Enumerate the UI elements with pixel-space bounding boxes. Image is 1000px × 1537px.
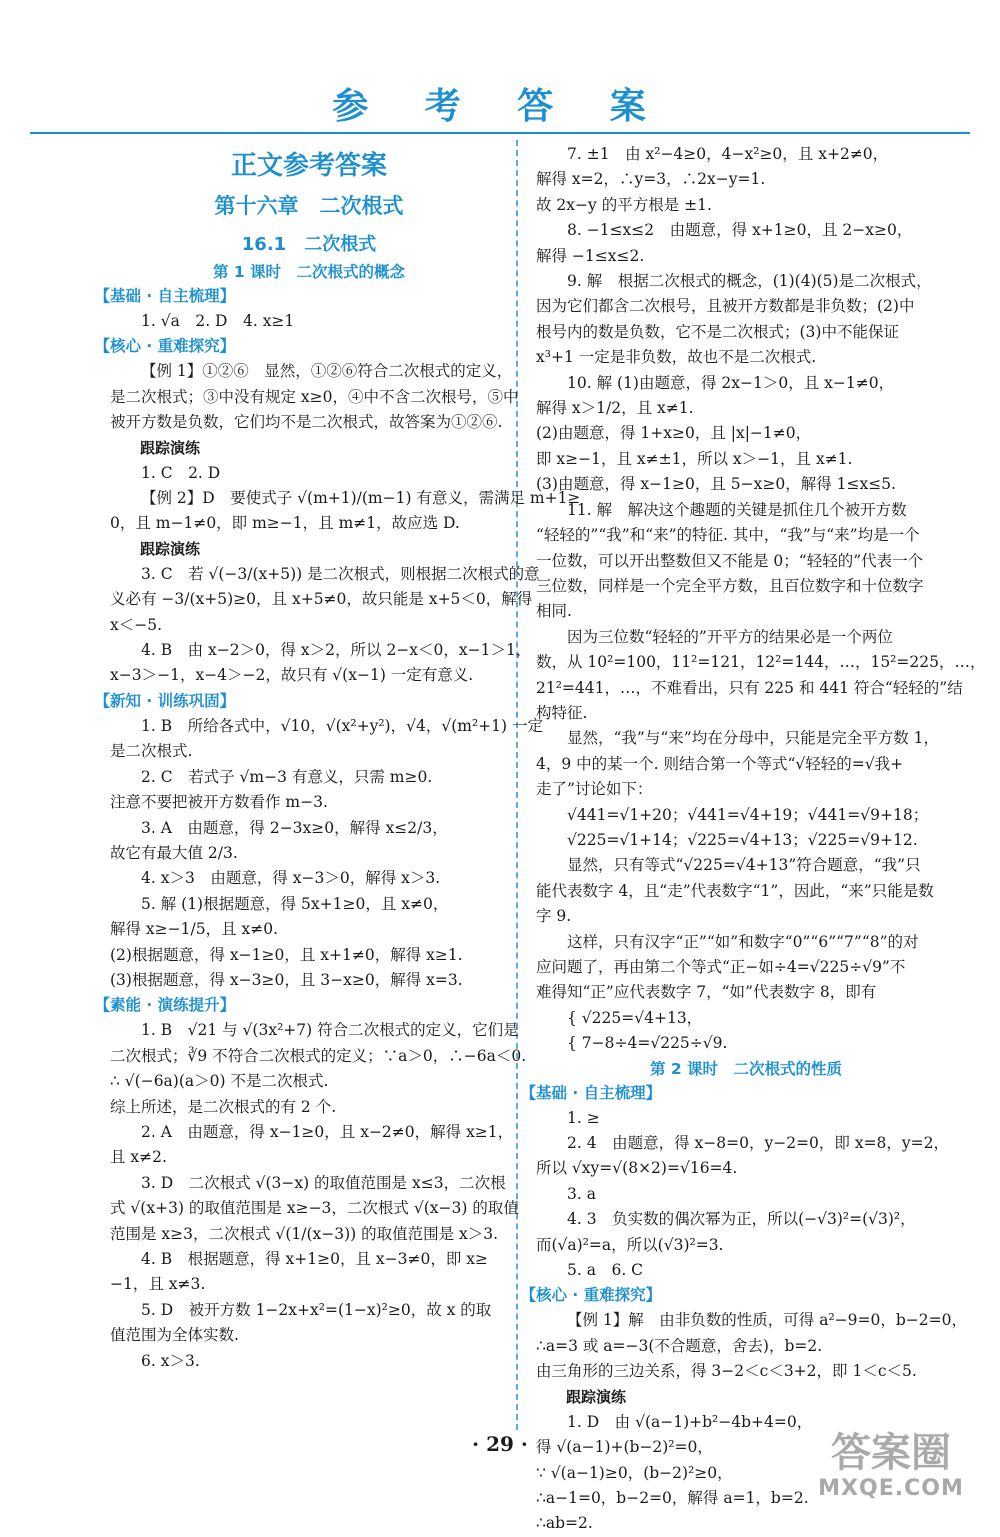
text-line: 显然，只有等式“√225=√4+13”符合题意，“我”只 xyxy=(567,856,921,875)
text-line: 根号内的数是负数，它不是二次根式；(3)中不能保证 xyxy=(536,322,899,341)
section-heading: 【素能 · 演练提升】 xyxy=(94,996,236,1015)
text-line: 难得知“正”应代表数字 7，“如”代表数字 8，即有 xyxy=(536,983,877,1002)
text-line: x−3＞−1，x−4＞−2，故只有 √(x−1) 一定有意义. xyxy=(110,666,474,685)
section-heading: 【核心 · 重难探究】 xyxy=(94,337,236,356)
text-line: 因为它们都含二次根号，且被开方数都是非负数；(2)中 xyxy=(536,297,915,316)
text-line: 即 x≥−1，且 x≠±1，所以 x＞−1，且 x≠1. xyxy=(536,449,853,468)
text-line: 1. ≥ xyxy=(567,1108,600,1127)
text-line: ∴a=3 或 a=−3(不合题意，舍去)，b=2. xyxy=(536,1336,823,1355)
page-number: · 29 · xyxy=(472,1432,528,1456)
text-line: 4. 3 负实数的偶次幂为正，所以(−√3)²=(√3)²， xyxy=(567,1210,916,1229)
text-line: √225=√1+14；√225=√4+13；√225=√9+12. xyxy=(567,830,918,849)
text-line: ∴a−1=0，b−2=0，解得 a=1，b=2. xyxy=(536,1488,809,1507)
text-line: 5. a 6. C xyxy=(567,1261,644,1280)
section-heading: 第 2 课时 二次根式的性质 xyxy=(649,1059,843,1078)
text-line: 1. B 所给各式中，√10，√(x²+y²)，√4，√(m²+1) 一定 xyxy=(141,716,543,735)
text-line: 3. C 若 √(−3/(x+5)) 是二次根式，则根据二次根式的意 xyxy=(141,564,540,583)
section-heading: 【基础 · 自主梳理】 xyxy=(94,287,236,305)
text-line: 三位数，同样是一个完全平方数，且百位数字和十位数字 xyxy=(536,576,924,595)
text-line: 而(√a)²=a，所以(√3)²=3. xyxy=(536,1235,724,1254)
text-line: −1，且 x≠3. xyxy=(110,1275,206,1294)
text-line: 且 x≠2. xyxy=(110,1148,167,1167)
text-line: 4. B 根据题意，得 x+1≥0，且 x−3≠0，即 x≥ xyxy=(141,1250,488,1268)
text-line: 解得 x＞1/2，且 x≠1. xyxy=(536,399,694,418)
text-line: 3. D 二次根式 √(3−x) 的取值范围是 x≤3，二次根 xyxy=(141,1173,506,1192)
text-line: 一位数，可以开出整数但又不能是 0；“轻轻的”代表一个 xyxy=(536,551,924,570)
section-heading: 跟踪演练 xyxy=(566,1387,627,1406)
section-heading: 16.1 二次根式 xyxy=(241,234,377,255)
text-line: 值范围为全体实数. xyxy=(110,1326,239,1345)
title-rule xyxy=(30,132,970,134)
right-column xyxy=(520,142,986,1537)
text-line: 11. 解 解决这个趣题的关键是抓住几个被开方数 xyxy=(567,500,907,519)
text-line: 8. −1≤x≤2 由题意，得 x+1≥0，且 2−x≥0， xyxy=(567,221,913,240)
text-line: { √225=√4+13， xyxy=(567,1008,703,1027)
text-line: 0，且 m−1≠0，即 m≥−1，且 m≠1，故应选 D. xyxy=(110,514,460,533)
text-line: 9. 解 根据二次根式的概念，(1)(4)(5)是二次根式， xyxy=(567,272,932,291)
text-line: 得 √(a−1)+(b−2)²=0， xyxy=(536,1438,713,1457)
text-line: 注意不要把被开方数看作 m−3. xyxy=(110,793,328,812)
text-line: 被开方数是负数，它们均不是二次根式，故答案为①②⑥. xyxy=(110,413,503,432)
text-line: 显然，“我”与“来”均在分母中，只能是完全平方数 1， xyxy=(567,729,939,748)
text-line: 式 √(x+3) 的取值范围是 x≥−3，二次根式 √(x−3) 的取值 xyxy=(110,1199,519,1218)
text-line: 所以 √xy=√(8×2)=√16=4. xyxy=(536,1159,738,1178)
text-line: 义必有 −3/(x+5)≥0，且 x+5≠0，故只能是 x+5＜0，解得 xyxy=(110,590,533,609)
text-line: { 7−8÷4=√225÷√9. xyxy=(567,1034,728,1053)
text-line: x＜−5. xyxy=(110,615,163,634)
text-line: 范围是 x≥3，二次根式 √(1/(x−3)) 的取值范围是 x＞3. xyxy=(110,1224,499,1243)
column-divider xyxy=(516,140,518,1430)
text-line: 二次根式；∛9 不符合二次根式的定义；∵a＞0，∴−6a＜0. xyxy=(110,1046,527,1065)
text-line: (2)由题意，得 1+x≥0，且 |x|−1≠0， xyxy=(536,424,812,443)
text-line: ∵ √(a−1)≥0，(b−2)²≥0， xyxy=(536,1463,733,1482)
text-line: 相同. xyxy=(536,602,572,621)
text-line: 2. C 若式子 √m−3 有意义，只需 m≥0. xyxy=(141,767,433,786)
text-line: 6. x＞3. xyxy=(141,1351,200,1370)
text-line: 这样，只有汉字“正”“如”和数字“0”“6”“7”“8”的对 xyxy=(567,932,919,951)
section-heading: 第 1 课时 二次根式的概念 xyxy=(212,263,406,281)
text-line: (3)根据题意，得 x−3≥0，且 3−x≥0，解得 x=3. xyxy=(110,970,463,989)
watermark-logo xyxy=(796,1430,986,1502)
text-line: 7. ±1 由 x²−4≥0，4−x²≥0，且 x+2≠0， xyxy=(567,145,889,163)
section-heading: 【核心 · 重难探究】 xyxy=(520,1286,662,1305)
text-line: 综上所述，是二次根式的有 2 个. xyxy=(110,1097,337,1116)
section-heading: 跟踪演练 xyxy=(140,438,201,457)
text-line: 解得 x≥−1/5，且 x≠0. xyxy=(110,920,279,939)
text-line: 1. B √21 与 √(3x²+7) 符合二次根式的定义，它们是 xyxy=(141,1021,519,1040)
text-line: 走了”讨论如下： xyxy=(536,780,653,799)
text-line: 字 9. xyxy=(536,907,572,926)
text-line: 故它有最大值 2/3. xyxy=(110,843,238,862)
text-line: ∴ √(−6a)(a＞0) 不是二次根式. xyxy=(110,1072,329,1091)
text-line: 4. x＞3 由题意，得 x−3＞0，解得 x＞3. xyxy=(141,869,441,888)
text-line: 2. 4 由题意，得 x−8=0，y−2=0，即 x=8，y=2， xyxy=(567,1134,950,1153)
text-line: 【例 1】①②⑥ 显然，①②⑥符合二次根式的定义， xyxy=(141,362,513,381)
text-line: 4，9 中的某一个. 则结合第一个等式“√轻轻的=√我+ xyxy=(536,754,904,773)
text-line: 3. A 由题意，得 2−3x≥0，解得 x≤2/3， xyxy=(141,818,448,837)
section-heading: 跟踪演练 xyxy=(140,539,201,558)
text-line: ∴ab=2. xyxy=(536,1514,593,1533)
text-line: 数，从 10²=100，11²=121，12²=144，…，15²=225，…， xyxy=(536,653,986,672)
text-line: 4. B 由 x−2＞0，得 x＞2，所以 2−x＜0，x−1＞1， xyxy=(141,641,532,660)
text-line: √441=√1+20；√441=√4+19；√441=√9+18； xyxy=(567,805,929,824)
text-line: 10. 解 (1)由题意，得 2x−1＞0，且 x−1≠0， xyxy=(567,373,895,392)
text-line: 解得 x=2，∴y=3，∴2x−y=1. xyxy=(536,170,766,189)
text-line: 由三角形的三边关系，得 3−2＜c＜3+2，即 1＜c＜5. xyxy=(536,1362,917,1381)
text-line: 5. D 被开方数 1−2x+x²=(1−x)²≥0，故 x 的取 xyxy=(141,1300,492,1319)
text-line: 因为三位数“轻轻的”开平方的结果必是一个两位 xyxy=(567,627,893,646)
text-line: 构特征. xyxy=(536,703,588,722)
text-line: 1. D 由 √(a−1)+b²−4b+4=0， xyxy=(567,1412,813,1431)
text-line: 应问题了，再由第二个等式“正−如÷4=√225÷√9”不 xyxy=(536,958,906,976)
section-heading: 【新知 · 训练巩固】 xyxy=(94,691,236,710)
text-line: (3)由题意，得 x−1≥0，且 5−x≥0，解得 1≤x≤5. xyxy=(536,475,896,494)
text-line: 21²=441，…，不难看出，只有 225 和 441 符合“轻轻的”结 xyxy=(536,678,963,697)
section-heading: 正文参考答案 xyxy=(230,151,387,181)
text-line: 2. A 由题意，得 x−1≥0，且 x−2≠0，解得 x≥1， xyxy=(141,1122,514,1141)
section-heading: 【基础 · 自主梳理】 xyxy=(520,1083,662,1102)
text-line: 解得 −1≤x≤2. xyxy=(536,246,645,265)
text-line: (2)根据题意，得 x−1≥0，且 x+1≠0，解得 x≥1. xyxy=(110,945,463,964)
text-line: 【例 1】解 由非负数的性质，可得 a²−9=0，b−2=0， xyxy=(567,1311,967,1330)
watermark-cn: 答案圈 xyxy=(831,1430,951,1476)
text-line: 是二次根式. xyxy=(110,742,193,761)
text-line: “轻轻的”“我”和“来”的特征. 其中，“我”与“来”均是一个 xyxy=(536,526,920,545)
watermark-en: MXQE.COM xyxy=(818,1476,964,1501)
text-line: 3. a xyxy=(567,1184,596,1203)
text-line: 【例 2】D 要使式子 √(m+1)/(m−1) 有意义，需满足 m+1≥ xyxy=(141,489,581,508)
text-line: 5. 解 (1)根据题意，得 5x+1≥0，且 x≠0， xyxy=(141,894,449,913)
section-heading: 第十六章 二次根式 xyxy=(214,194,404,218)
text-line: 1. √a 2. D 4. x≥1 xyxy=(141,312,295,330)
text-line: 能代表数字 4，且“走”代表数字“1”，因此，“来”只能是数 xyxy=(536,881,934,900)
text-line: 1. C 2. D xyxy=(141,463,221,482)
text-line: 故 2x−y 的平方根是 ±1. xyxy=(536,195,712,214)
text-line: x³+1 一定是非负数，故也不是二次根式. xyxy=(536,348,817,367)
page-title: 参 考 答 案 xyxy=(332,86,668,127)
text-line: 是二次根式；③中没有规定 x≥0，④中不含二次根号，⑤中 xyxy=(110,387,519,406)
